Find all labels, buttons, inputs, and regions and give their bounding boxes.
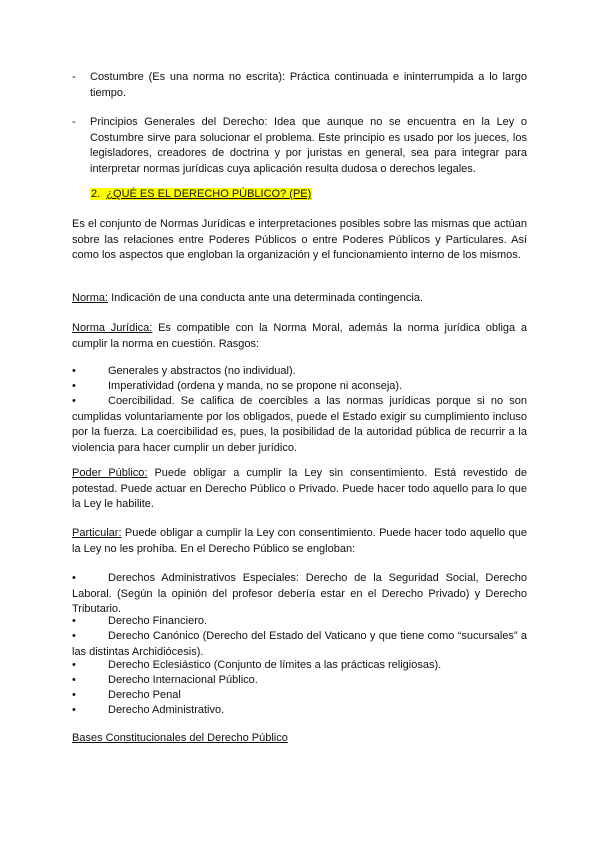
poder-publico-term: Poder Público: [72,467,148,479]
norma-juridica-definition [72,321,527,352]
dash-item-principios [72,115,527,177]
trait-text: Generales y abstractos (no individual). [108,365,296,377]
dash-marker: - [72,116,76,128]
derecho-item-text: Derecho Financiero. [108,615,208,627]
section-heading-highlight [90,188,312,200]
dash-item-text: Principios Generales del Derecho: Idea que aunque no se encuentra en la Ley o Costumbre sirve para solucionar el problema. Este principio es usado por los jueces, los legisladores, creadores de doctrina y por juristas en general, sea para integrar para interpretar normas jurídicas cuya aplicación resulta dudosa o derechos legales. [90,116,527,175]
trait-item [72,394,527,456]
derecho-item-text: Derechos Administrativos Especiales: Derecho de la Seguridad Social, Derecho Laboral. (Según la opinión del profesor debería estar en el Derecho Privado) y Derecho Tributario. [72,572,527,615]
dash-item-costumbre [72,70,527,101]
dash-marker: - [72,71,76,83]
section-title: ¿QUÉ ES EL DERECHO PÚBLICO? (PE) [106,188,312,200]
norma-definition [72,291,527,307]
dash-item-text: Costumbre (Es una norma no escrita): Práctica continuada e ininterrumpida a lo largo tiempo. [90,71,527,99]
particular-text: Puede obligar a cumplir la Ley con consentimiento. Puede hacer todo aquello que la Ley no les prohíba. En el Derecho Público se engloban: [72,527,527,555]
norma-juridica-text: Es compatible con la Norma Moral, además la norma jurídica obliga a cumplir la norma en cuestión. Rasgos: [72,322,527,350]
derecho-item-text: Derecho Eclesiástico (Conjunto de límites a las prácticas religiosas). [108,659,442,671]
derecho-item-text: Derecho Administrativo. [108,704,225,716]
derecho-item [72,673,527,689]
derecho-item-text: Derecho Internacional Público. [108,674,258,686]
derecho-item-text: Derecho Penal [108,689,181,701]
section-heading [90,187,312,203]
bullet-marker: • [72,395,76,407]
section-number: 2. [91,188,101,200]
intro-paragraph: Es el conjunto de Normas Jurídicas e interpretaciones posibles sobre las mismas que actúan sobre las relaciones entre Poderes Públicos o entre Poderes Públicos y Particulares. Así como los aspectos que engloban la organización y el funcionamiento interno de los mismos. [72,218,527,261]
poder-publico-definition [72,466,527,513]
norma-juridica-term: Norma Jurídica: [72,322,153,334]
norma-text: Indicación de una conducta ante una determinada contingencia. [108,292,424,304]
derecho-item-text: Derecho Canónico (Derecho del Estado del Vaticano y que tiene como “sucursales” a las distintas Archidiócesis). [72,630,527,658]
bases-heading: Bases Constitucionales del Derecho Público [72,732,288,744]
bullet-marker: • [72,659,76,671]
derecho-item [72,571,527,618]
bullet-marker: • [72,704,76,716]
bullet-marker: • [72,674,76,686]
bullet-marker: • [72,572,76,584]
norma-term: Norma: [72,292,109,304]
derecho-item [72,688,527,704]
trait-text: Imperatividad (ordena y manda, no se propone ni aconseja). [108,380,403,392]
trait-item [72,379,527,395]
trait-item [72,364,527,380]
particular-definition [72,526,527,557]
bullet-marker: • [72,615,76,627]
poder-publico-text: Puede obligar a cumplir la Ley sin consentimiento. Está revestido de potestad. Puede actuar en Derecho Público o Privado. Puede hacer todo aquello para lo que la Ley le habilite. [72,467,528,510]
derecho-item [72,629,527,660]
bullet-marker: • [72,365,76,377]
trait-text: Coercibilidad. Se califica de coercibles a las normas jurídicas porque si no son cumplidas voluntariamente por los obligados, puede el Estado exigir su cumplimiento incluso por la fuerza. La coercibilidad es, pues, la posibilidad de la autoridad pública de recurrir a la violencia para hacer cumplir un deber jurídico. [72,395,527,454]
derecho-item [72,703,527,719]
derecho-item [72,658,527,674]
bullet-marker: • [72,630,76,642]
particular-term: Particular: [72,527,122,539]
bullet-marker: • [72,689,76,701]
bullet-marker: • [72,380,76,392]
derecho-item [72,614,527,630]
